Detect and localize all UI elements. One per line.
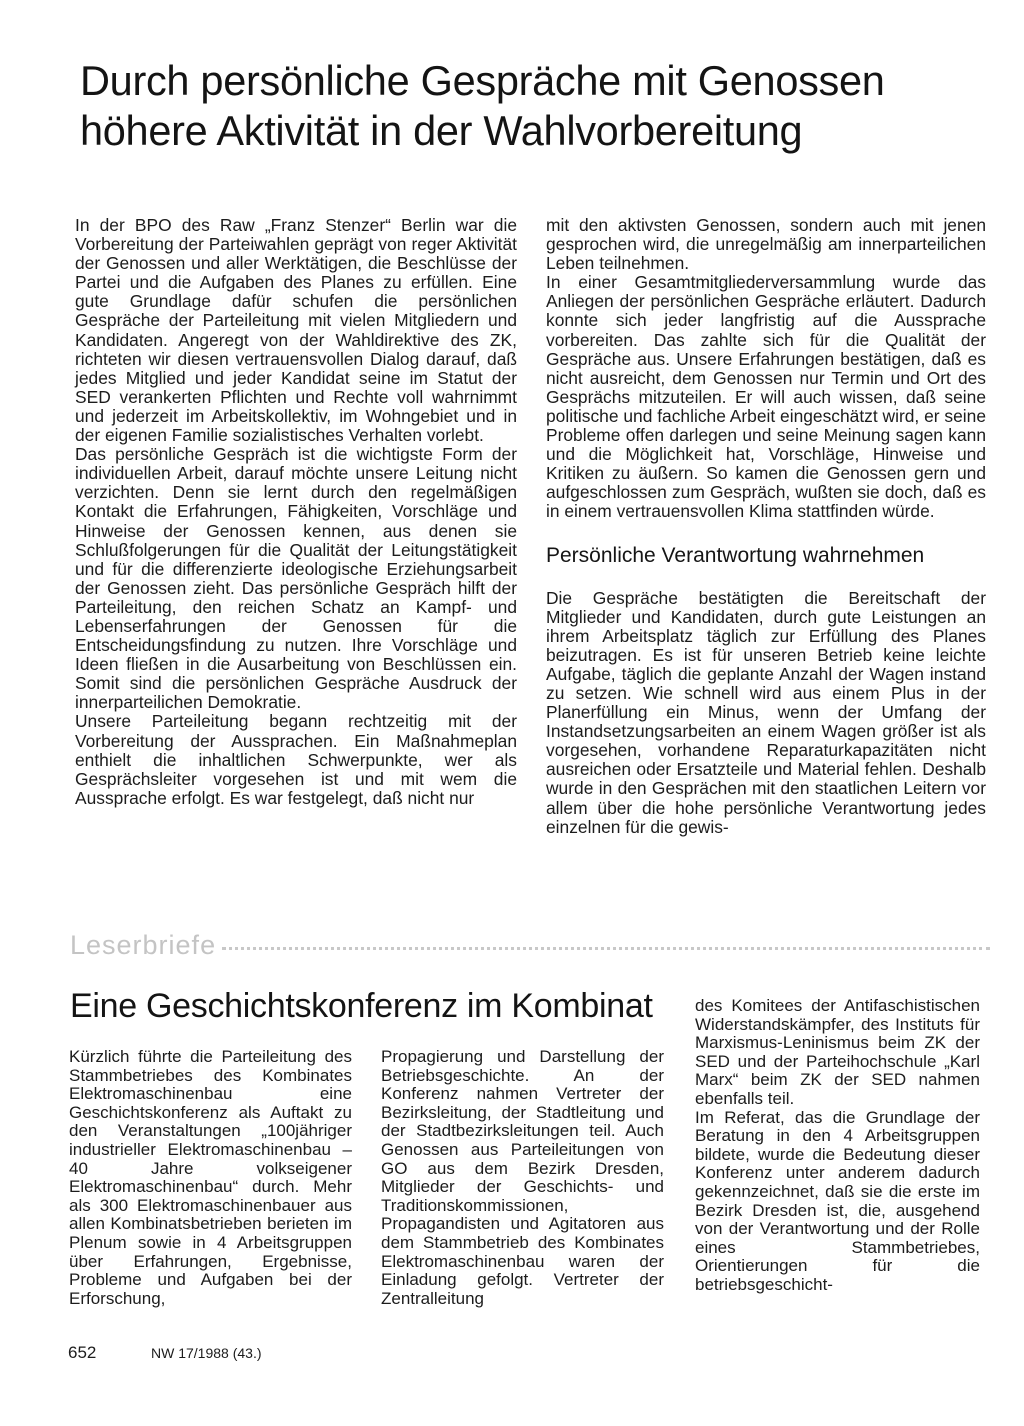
- article-paragraph: Kürzlich führte die Parteileitung des Stammbetriebes des Kombinates Elektromaschinenbau eine Geschichtskonferenz als Auftakt zu den Veranstaltungen „100jähriger industrieller Elektromaschinenbau – 40 Jahre volkseigener Elektromaschinenbau“ durch. Mehr als 300 Elektromaschinenbauer aus allen Kombinatsbetrieben berieten im Plenum sowie in 4 Arbeitsgruppen über Erfahrungen, Ergebnisse, Probleme und Aufgaben bei der Erforschung,: [69, 1047, 352, 1308]
- article-paragraph: Propagierung und Darstellung der Betriebsgeschichte. An der Konferenz nahmen Vertreter der Bezirksleitung, der Stadtleitung und der Stadtbezirksleitungen teil. Auch Genossen aus Parteileitungen von GO aus dem Bezirk Dresden, Mitglieder der Geschichts- und Traditionskommissionen, Propagandisten und Agitatoren aus dem Stammbetrieb des Kombinates Elektromaschinenbau waren der Einladung gefolgt. Vertreter der Zentralleitung: [381, 1047, 664, 1308]
- article-column-1: [75, 216, 517, 808]
- article-paragraph: mit den aktivsten Genossen, sondern auch mit jenen gesprochen wird, die unregelmäßig am innerparteilichen Leben teilnehmen.: [546, 215, 986, 274]
- article-2-column-1: [69, 1048, 352, 1308]
- section-label: Leserbriefe: [70, 930, 217, 960]
- article-2-column-3: [695, 997, 980, 1295]
- article-paragraph: Das persönliche Gespräch ist die wichtigste Form der individuellen Arbeit, darauf möchte unsere Leitung nicht verzichten. Denn sie lernt durch den regelmäßigen Kontakt die Erfahrungen, Fähigkeiten, Vorschläge und Hinweise der Genossen kennen, aus denen sie Schlußfolgerungen für die Qualität der Leitungstätigkeit und für die differenzierte ideologische Erziehungsarbeit der Genossen zieht. Das persönliche Gespräch hilft der Parteileitung, den reichen Schatz an Kampf- und Lebenserfahrungen der Genossen für die Entscheidungsfindung zu nutzen. Ihre Vorschläge und Ideen fließen in die Ausarbeitung von Beschlüssen ein. Somit sind die persönlichen Gespräche Ausdruck der innerparteilichen Demokratie.: [75, 444, 517, 713]
- article-2-headline: Eine Geschichtskonferenz im Kombinat: [70, 987, 653, 1025]
- article-2-column-2: [381, 1048, 664, 1308]
- article-paragraph: In der BPO des Raw „Franz Stenzer“ Berlin war die Vorbereitung der Parteiwahlen geprägt von reger Aktivität der Genossen und aller Werktätigen, die Beschlüsse der Partei und die Aufgaben des Planes zu erfüllen. Eine gute Grundlage dafür schufen die persönlichen Gespräche der Parteileitung mit vielen Mitgliedern und Kandidaten. Angeregt von der Wahldirektive des ZK, richteten wir diesen vertrauensvollen Dialog darauf, daß jedes Mitglied und jeder Kandidat seine im Statut der SED verankerten Pflichten und Rechte voll wahrnimmt und jederzeit im Arbeitskollektiv, im Wohngebiet und in der eigenen Familie sozialistisches Verhalten vorlebt.: [75, 215, 517, 446]
- article-column-2: [546, 216, 986, 837]
- issue-reference: NW 17/1988 (43.): [151, 1345, 262, 1361]
- article-headline: [80, 56, 980, 156]
- headline-line-1: Durch persönliche Gespräche mit Genossen: [80, 57, 885, 104]
- article-paragraph: In einer Gesamtmitgliederversammlung wurde das Anliegen der persönlichen Gespräche erläutert. Dadurch konnte sich jeder langfristig auf die Aussprache vorbereiten. Das zahlte sich für die Qualität der Gespräche aus. Unsere Erfahrungen bestätigen, daß es nicht ausreicht, dem Genossen nur Termin und Ort des Gesprächs mitzuteilen. Er will auch wissen, daß seine politische und fachliche Arbeit eingeschätzt wird, er seine Probleme offen darlegen und seine Meinung sagen kann und die Möglichkeit hat, Vorschläge, Hinweise und Kritiken zu äußern. So kamen die Genossen gern und aufgeschlossen zum Gespräch, wußten sie doch, daß es in einem vertrauensvollen Klima stattfinden würde.: [546, 272, 986, 522]
- dotted-rule: [222, 947, 990, 950]
- article-paragraph: Im Referat, das die Grundlage der Beratung in den 4 Arbeitsgruppen bildete, wurde die Bedeutung dieser Konferenz unter anderem dadurch gekennzeichnet, daß sie die erste im Bezirk Dresden ist, die, ausgehend von der Verantwortung und der Rolle eines Stammbetriebes, Orientierungen für die betriebsgeschicht-: [695, 1107, 980, 1294]
- page-number: 652: [68, 1343, 97, 1362]
- article-paragraph: Unsere Parteileitung begann rechtzeitig mit der Vorbereitung der Aussprachen. Ein Maßnahmeplan enthielt die inhaltlichen Schwerpunkte, wer als Gesprächsleiter vorgesehen ist und mit wem die Aussprache erfolgt. Es war festgelegt, daß nicht nur: [75, 711, 517, 808]
- headline-line-2: höhere Aktivität in der Wahlvorbereitung: [80, 107, 803, 154]
- article-paragraph: des Komitees der Antifaschistischen Widerstandskämpfer, des Instituts für Marxismus-Leninismus beim ZK der SED und der Parteihochschule „Karl Marx“ beim ZK der SED nahmen ebenfalls teil.: [695, 996, 980, 1108]
- article-subheading: Persönliche Verantwortung wahrnehmen: [546, 543, 925, 567]
- article-paragraph: Die Gespräche bestätigten die Bereitschaft der Mitglieder und Kandidaten, durch gute Leistungen an ihrem Arbeitsplatz täglich zur Erfüllung des Planes beizutragen. Es ist für unseren Betrieb keine leichte Aufgabe, täglich die geplante Anzahl der Wagen instand zu setzen. Wie schnell wird aus einem Plus in der Planerfüllung ein Minus, wenn der Umfang der Instandsetzungsarbeiten an einem Wagen größer ist als vorgesehen, vorhandene Reparaturkapazitäten nicht ausreichen oder Ersatzteile und Material fehlen. Deshalb wurde in den Gesprächen mit den staatlichen Leitern vor allem über die hohe persönliche Verantwortung jedes einzelnen für die gewis-: [546, 587, 986, 837]
- section-divider: [70, 930, 990, 960]
